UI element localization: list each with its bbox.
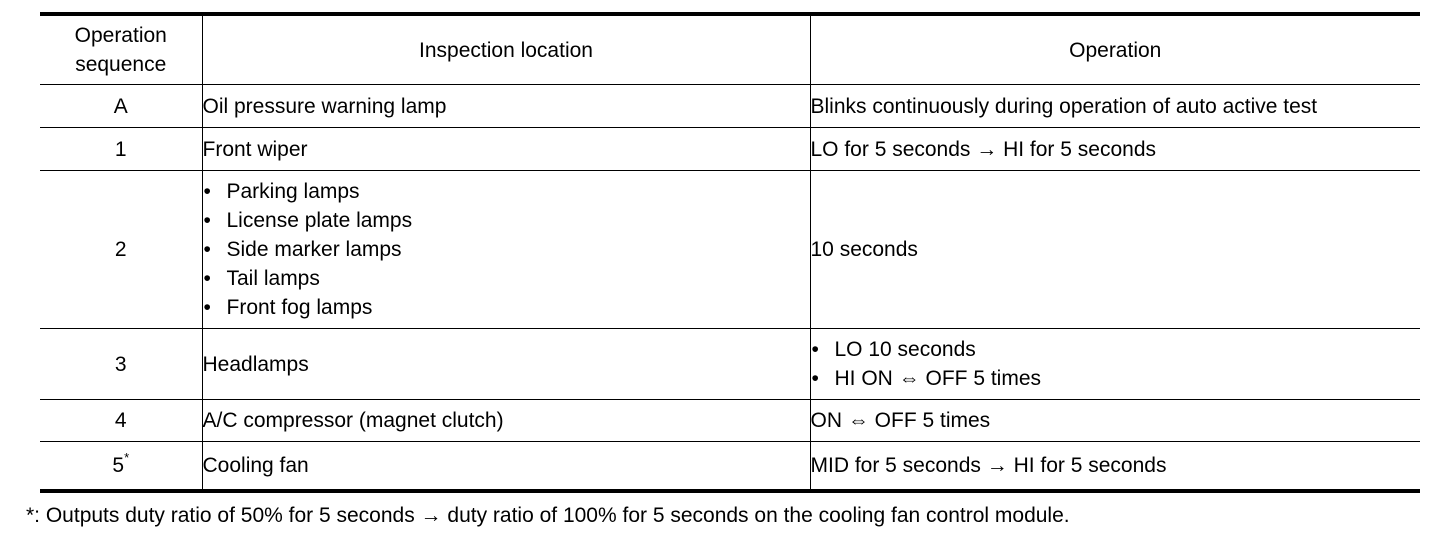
inspection-table — [40, 12, 1420, 493]
bullet-marker: • — [203, 296, 211, 319]
sequence-cell — [40, 442, 202, 492]
operation-cell: LO for 5 seconds → HI for 5 seconds — [810, 128, 1420, 171]
footnote: *: Outputs duty ratio of 50% for 5 seconds → duty ratio of 100% for 5 seconds on the cooling fan control module. — [26, 504, 1070, 527]
table-row — [40, 85, 1420, 128]
location-cell: Headlamps — [202, 329, 810, 400]
bullet-marker: • — [203, 209, 211, 232]
location-cell: Oil pressure warning lamp — [202, 85, 810, 128]
location-bullet-list — [203, 177, 810, 322]
list-item — [203, 264, 810, 293]
operation-cell: Blinks continuously during operation of auto active test — [810, 85, 1420, 128]
list-item-text: Parking lamps — [226, 180, 360, 203]
table-header-row — [40, 14, 1420, 85]
operation-cell — [810, 329, 1420, 400]
list-item-text: License plate lamps — [226, 209, 413, 232]
sequence-cell: A — [40, 85, 202, 128]
sequence-cell: 4 — [40, 400, 202, 442]
header-inspection-location: Inspection location — [202, 14, 810, 85]
location-cell — [202, 171, 810, 329]
bullet-marker: • — [203, 267, 211, 290]
location-cell: A/C compressor (magnet clutch) — [202, 400, 810, 442]
list-item-text: LO 10 seconds — [834, 338, 976, 361]
list-item-text: Tail lamps — [226, 267, 320, 290]
list-item — [203, 206, 810, 235]
sequence-cell: 2 — [40, 171, 202, 329]
list-item — [203, 235, 810, 264]
table-row — [40, 128, 1420, 171]
bullet-marker: • — [811, 367, 819, 390]
operation-cell: ON ⇔ OFF 5 times — [810, 400, 1420, 442]
sequence-cell: 3 — [40, 329, 202, 400]
operation-bullet-list — [811, 335, 1421, 393]
table-row — [40, 329, 1420, 400]
table-row — [40, 171, 1420, 329]
location-cell: Cooling fan — [202, 442, 810, 492]
list-item-text: Side marker lamps — [226, 238, 402, 261]
table-row — [40, 442, 1420, 492]
header-operation-sequence: Operation sequence — [40, 14, 202, 85]
header-operation: Operation — [810, 14, 1420, 85]
footnote-marker: * — [124, 450, 130, 465]
bullet-marker: • — [811, 338, 819, 361]
operation-cell: 10 seconds — [810, 171, 1420, 329]
list-item-text: Front fog lamps — [226, 296, 373, 319]
list-item — [203, 177, 810, 206]
list-item — [811, 335, 1421, 364]
list-item — [811, 364, 1421, 393]
bullet-marker: • — [203, 238, 211, 261]
list-item-text: HI ON ⇔ OFF 5 times — [834, 367, 1042, 390]
sequence-cell: 1 — [40, 128, 202, 171]
operation-cell: MID for 5 seconds → HI for 5 seconds — [810, 442, 1420, 492]
sequence-value: 5 — [112, 454, 125, 477]
table-row — [40, 400, 1420, 442]
location-cell: Front wiper — [202, 128, 810, 171]
list-item — [203, 293, 810, 322]
bullet-marker: • — [203, 180, 211, 203]
